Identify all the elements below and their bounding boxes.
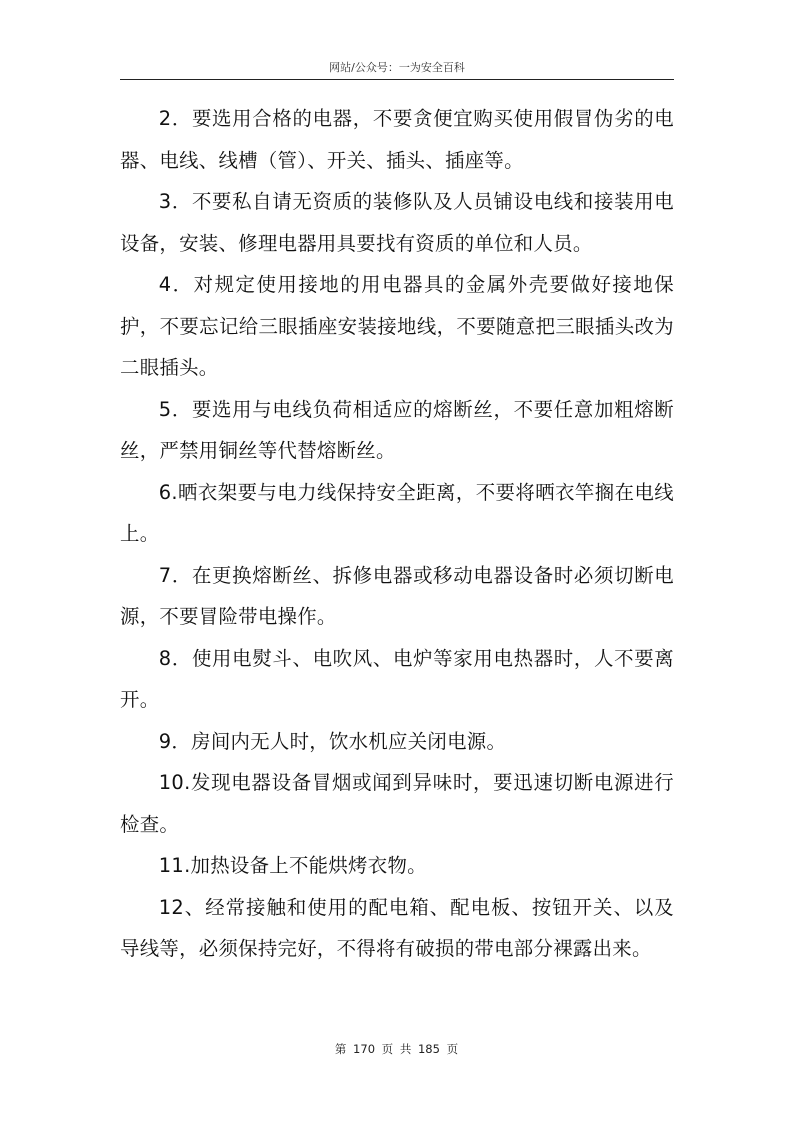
paragraph-item-5: 5．要选用与电线负荷相适应的熔断丝，不要任意加粗熔断丝，严禁用铜丝等代替熔断丝。 xyxy=(120,397,674,462)
paragraph-item-4: 4．对规定使用接地的用电器具的金属外壳要做好接地保护，不要忘记给三眼插座安装接地线，不要随意把三眼插头改为二眼插头。 xyxy=(120,273,674,379)
paragraph-item-12: 12、经常接触和使用的配电箱、配电板、按钮开关、以及导线等，必须保持完好，不得将有破损的带电部分裸露出来。 xyxy=(120,895,674,960)
paragraph-item-7: 7．在更换熔断丝、拆修电器或移动电器设备时必须切断电源，不要冒险带电操作。 xyxy=(120,563,674,628)
header-divider xyxy=(120,79,674,80)
paragraph-item-10: 10.发现电器设备冒烟或闻到异味时，要迅速切断电源进行检查。 xyxy=(120,771,674,836)
document-body xyxy=(120,98,674,970)
page-number-footer: 第 170 页 共 185 页 xyxy=(334,1042,459,1056)
paragraph-item-3: 3．不要私自请无资质的装修队及人员铺设电线和接装用电设备，安装、修理电器用具要找有资质的单位和人员。 xyxy=(120,190,674,255)
paragraph-item-8: 8．使用电熨斗、电吹风、电炉等家用电热器时，人不要离开。 xyxy=(120,646,674,711)
paragraph-item-2: 2．要选用合格的电器，不要贪便宜购买使用假冒伪劣的电器、电线、线槽（管）、开关、插头、插座等。 xyxy=(120,107,674,172)
paragraph-item-11: 11.加热设备上不能烘烤衣物。 xyxy=(158,854,427,877)
paragraph-item-9: 9．房间内无人时，饮水机应关闭电源。 xyxy=(158,729,507,753)
paragraph-item-6: 6.晒衣架要与电力线保持安全距离，不要将晒衣竿搁在电线上。 xyxy=(120,480,674,545)
page-header: 网站/公众号：一为安全百科 xyxy=(329,61,465,74)
